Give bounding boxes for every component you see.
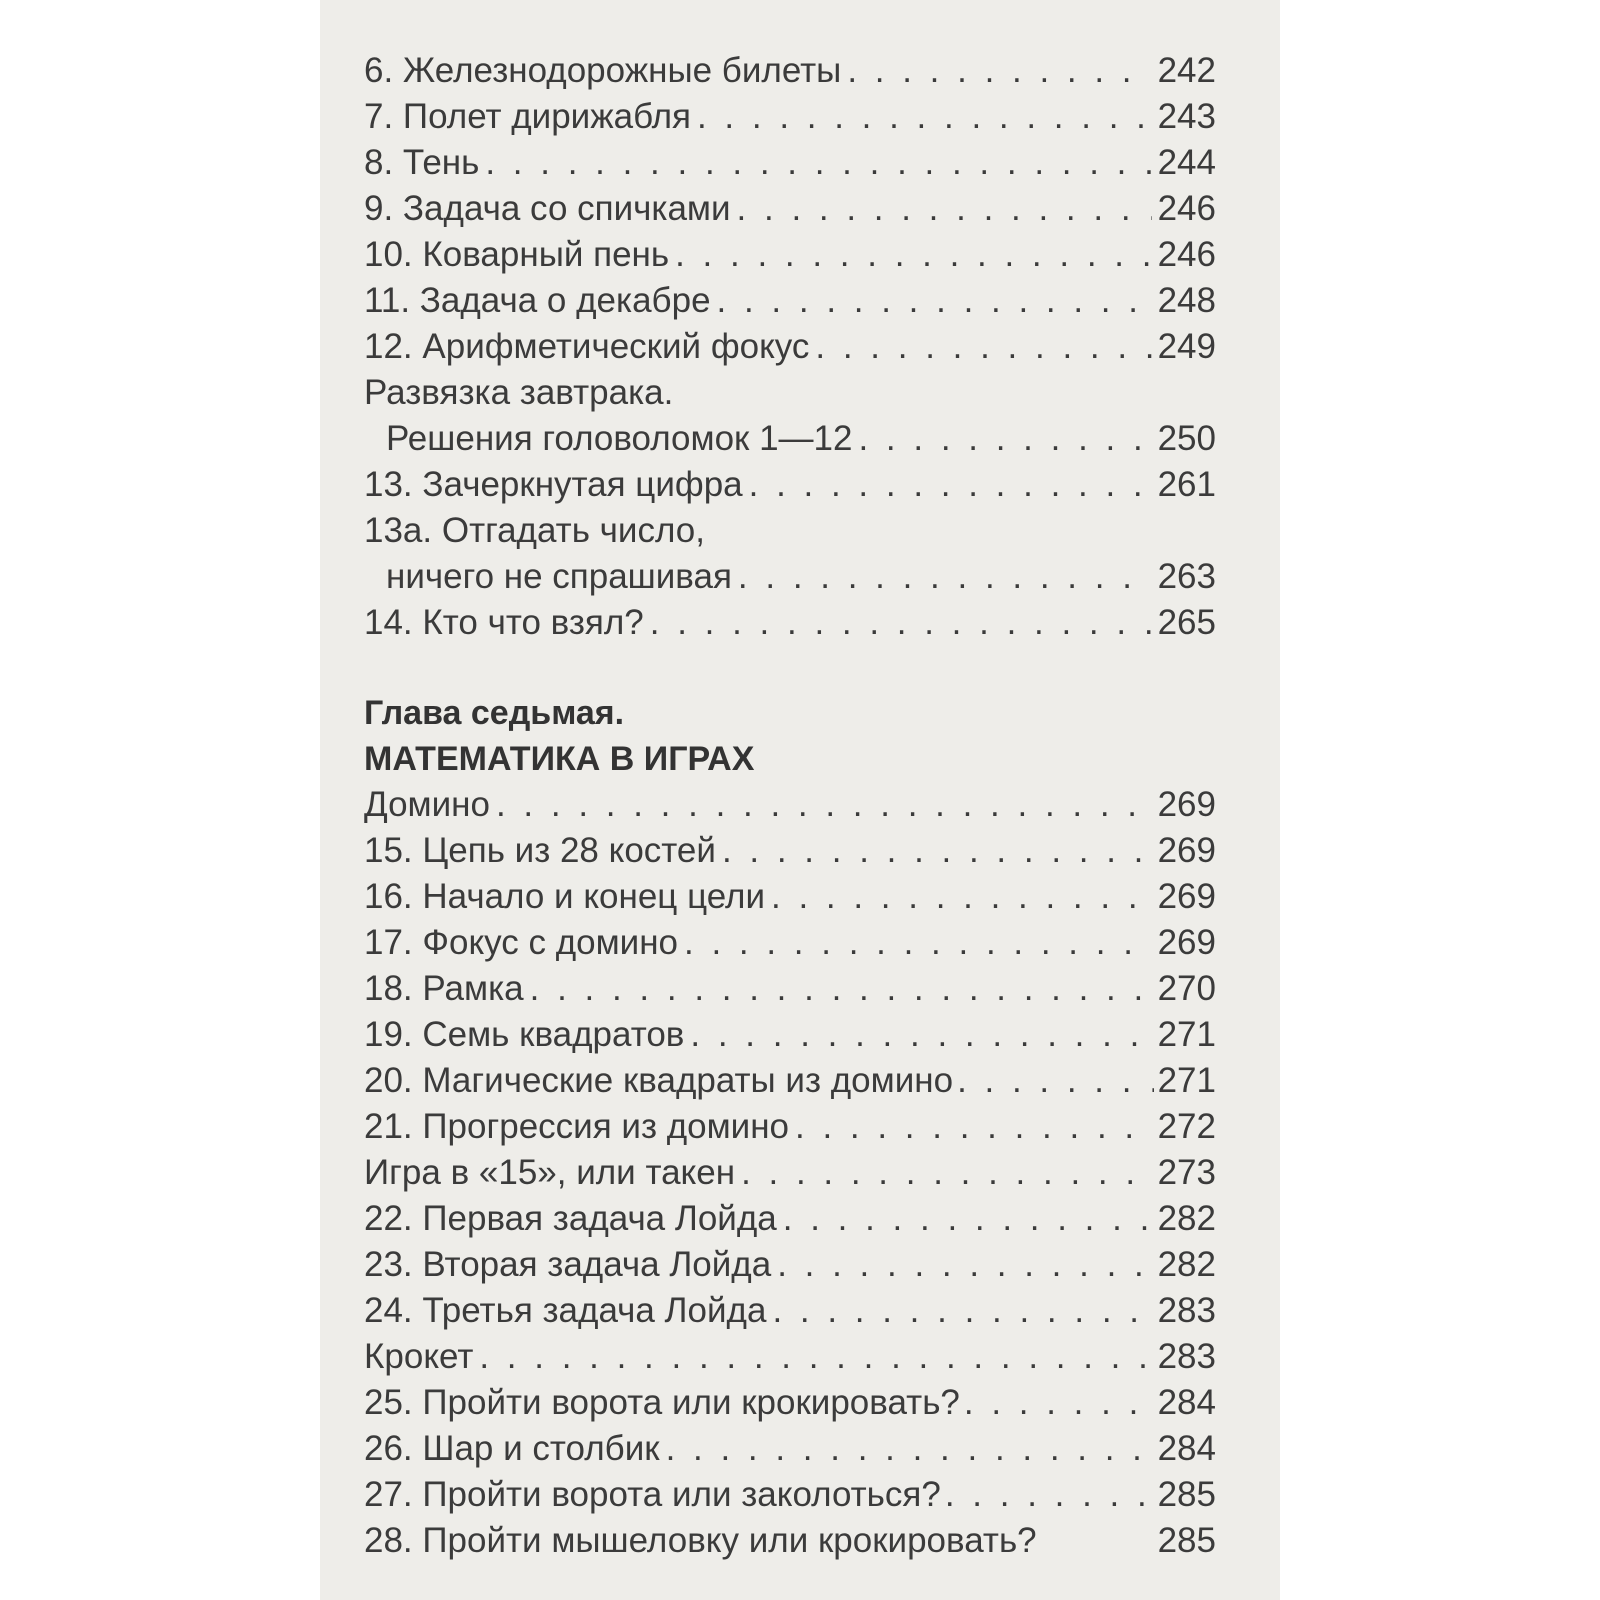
leader-dots xyxy=(530,966,1152,1012)
toc-entry: Крокет . . . 283 xyxy=(364,1334,1216,1380)
page-number: 243 xyxy=(1157,97,1216,136)
toc-entry-title: 13а. Отгадать число, xyxy=(364,511,705,550)
page-number: 284 xyxy=(1157,1429,1216,1468)
toc-entry: 16. Начало и конец цели . . . 269 xyxy=(364,874,1216,920)
leader-dots xyxy=(945,1472,1154,1518)
toc-entry: 24. Третья задача Лойда . . . 283 xyxy=(364,1288,1216,1334)
page-number: 246 xyxy=(1157,235,1216,274)
leader-dots xyxy=(722,828,1152,874)
toc-entry: 12. Арифметический фокус . . . 249 xyxy=(364,324,1216,370)
leader-dots xyxy=(964,1380,1154,1426)
page-number: 283 xyxy=(1157,1337,1216,1376)
leader-dots xyxy=(815,324,1151,370)
page-number: 249 xyxy=(1157,327,1216,366)
chapter-title: МАТЕМАТИКА В ИГРАХ xyxy=(364,740,755,778)
toc-entry: Решения головоломок 1—12 . . . 250 xyxy=(364,416,1216,462)
leader-dots xyxy=(737,186,1152,232)
leader-dots xyxy=(957,1058,1154,1104)
toc-entry: 25. Пройти ворота или крокировать? . . . 284 xyxy=(364,1380,1216,1426)
leader-dots xyxy=(741,1150,1152,1196)
leader-dots xyxy=(496,782,1152,828)
toc-entry: ничего не спрашивая . . . 263 xyxy=(364,554,1216,600)
toc-entry: 19. Семь квадратов . . . 271 xyxy=(364,1012,1216,1058)
page-number: 250 xyxy=(1157,419,1216,458)
page-number: 269 xyxy=(1157,785,1216,824)
toc-entry: 15. Цепь из 28 костей . . . 269 xyxy=(364,828,1216,874)
chapter-heading: Глава седьмая. xyxy=(364,694,625,732)
toc-entry: Домино . . . 269 xyxy=(364,782,1216,828)
toc-entry: 6. Железнодорожные билеты . . . 242 xyxy=(364,48,1216,94)
leader-dots xyxy=(738,554,1152,600)
toc-entry: 21. Прогрессия из домино . . . 272 xyxy=(364,1104,1216,1150)
leader-dots xyxy=(783,1196,1152,1242)
leader-dots xyxy=(485,140,1151,186)
leader-dots xyxy=(697,94,1152,140)
toc-entry: 18. Рамка . . . 270 xyxy=(364,966,1216,1012)
leader-dots xyxy=(777,1242,1151,1288)
page-number: 265 xyxy=(1157,603,1216,642)
toc-entry: 26. Шар и столбик . . . 284 xyxy=(364,1426,1216,1472)
leader-dots xyxy=(675,232,1151,278)
leader-dots xyxy=(717,278,1152,324)
toc-entry: 11. Задача о декабре . . . 248 xyxy=(364,278,1216,324)
page-number: 263 xyxy=(1157,557,1216,596)
leader-dots xyxy=(771,874,1152,920)
page-number: 246 xyxy=(1157,189,1216,228)
page-number: 269 xyxy=(1157,923,1216,962)
page-number: 271 xyxy=(1157,1061,1216,1100)
leader-dots xyxy=(795,1104,1152,1150)
toc-entry: 8. Тень . . . 244 xyxy=(364,140,1216,186)
page-number: 285 xyxy=(1157,1521,1216,1560)
page-number: 272 xyxy=(1157,1107,1216,1146)
toc-entry: Игра в «15», или такен . . . 273 xyxy=(364,1150,1216,1196)
book-page xyxy=(320,0,1280,1600)
page-number: 282 xyxy=(1157,1199,1216,1238)
leader-dots xyxy=(684,920,1152,966)
page-number: 248 xyxy=(1157,281,1216,320)
table-of-contents xyxy=(364,48,1216,1564)
page-number: 283 xyxy=(1157,1291,1216,1330)
toc-entry: 13. Зачеркнутая цифра . . . 261 xyxy=(364,462,1216,508)
toc-entry: 28. Пройти мышеловку или крокировать? 285 xyxy=(364,1518,1216,1564)
leader-dots xyxy=(858,416,1151,462)
toc-entry: 22. Первая задача Лойда . . . 282 xyxy=(364,1196,1216,1242)
leader-dots xyxy=(749,462,1152,508)
leader-dots xyxy=(650,600,1152,646)
toc-entry: 10. Коварный пень . . . 246 xyxy=(364,232,1216,278)
page-number: 285 xyxy=(1157,1475,1216,1514)
toc-entry: 23. Вторая задача Лойда . . . 282 xyxy=(364,1242,1216,1288)
page-number: 261 xyxy=(1157,465,1216,504)
toc-entry-title: Развязка завтрака. xyxy=(364,373,674,412)
toc-entry: 14. Кто что взял? . . . 265 xyxy=(364,600,1216,646)
toc-entry: 27. Пройти ворота или заколоться? . . . 285 xyxy=(364,1472,1216,1518)
leader-dots xyxy=(666,1426,1152,1472)
page-number: 282 xyxy=(1157,1245,1216,1284)
page-number: 271 xyxy=(1157,1015,1216,1054)
page-number: 269 xyxy=(1157,877,1216,916)
toc-entry: 20. Магические квадраты из домино . . . 271 xyxy=(364,1058,1216,1104)
leader-dots xyxy=(690,1012,1151,1058)
page-number: 284 xyxy=(1157,1383,1216,1422)
leader-dots xyxy=(772,1288,1151,1334)
leader-dots xyxy=(479,1334,1151,1380)
page-number: 242 xyxy=(1157,51,1216,90)
leader-dots xyxy=(847,48,1151,94)
page-number: 270 xyxy=(1157,969,1216,1008)
page-number: 269 xyxy=(1157,831,1216,870)
toc-entry: 17. Фокус с домино . . . 269 xyxy=(364,920,1216,966)
toc-entry: 7. Полет дирижабля . . . 243 xyxy=(364,94,1216,140)
spacer xyxy=(364,646,1216,690)
toc-entry: 9. Задача со спичками . . . 246 xyxy=(364,186,1216,232)
page-number: 244 xyxy=(1157,143,1216,182)
page-number: 273 xyxy=(1157,1153,1216,1192)
